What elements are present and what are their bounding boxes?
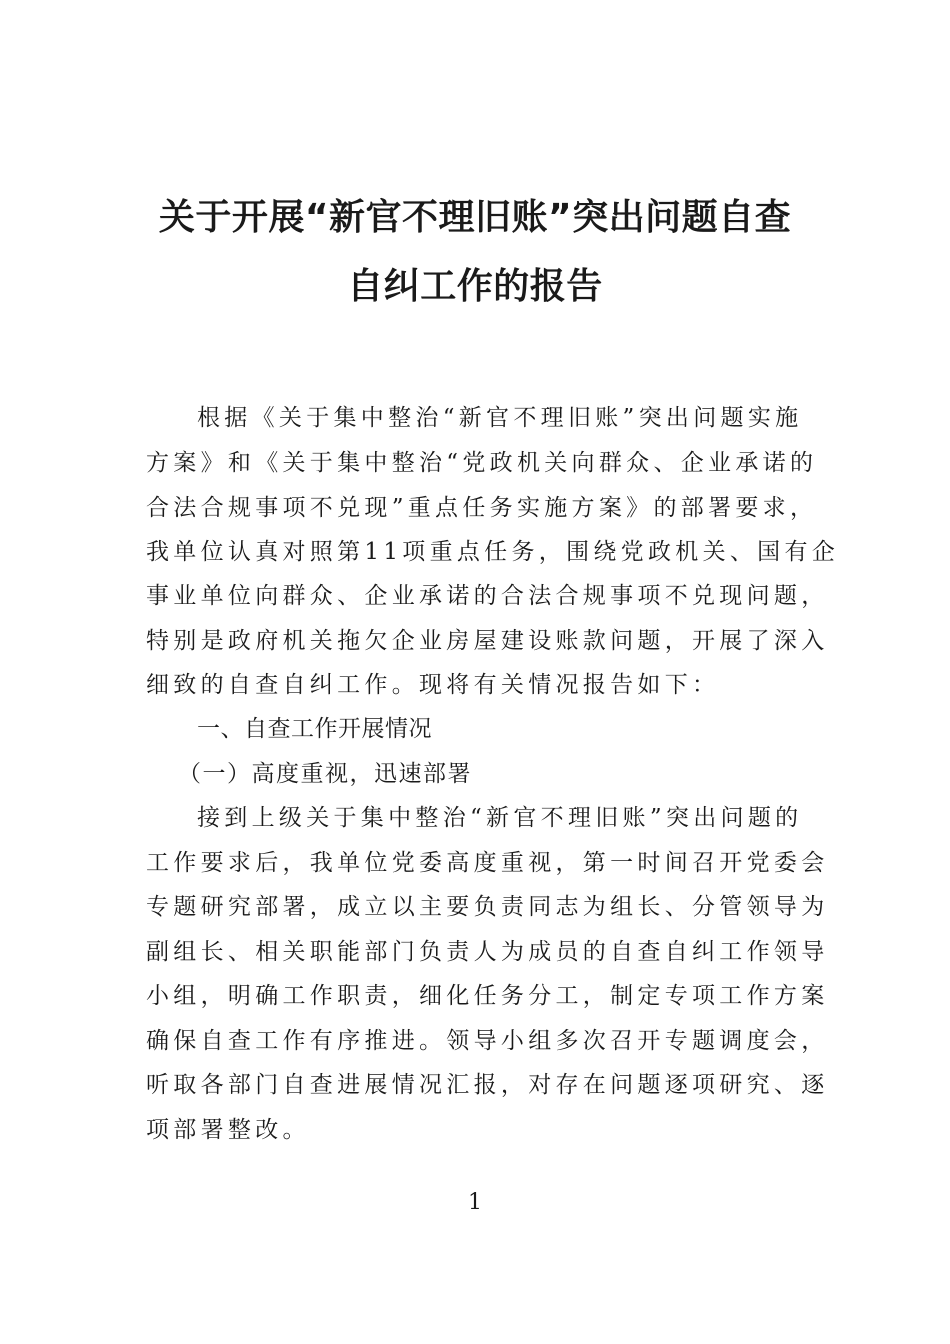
paragraph-line: 细致的自查自纠工作。现将有关情况报告如下： [146, 672, 720, 698]
paragraph-line: 特别是政府机关拖欠企业房屋建设账款问题，开展了深入 [146, 628, 829, 654]
paragraph-line: 副组长、相关职能部门负责人为成员的自查自纠工作领导 [146, 939, 829, 965]
paragraph-line: 小组，明确工作职责，细化任务分工，制定专项工作方案 [146, 983, 829, 1009]
paragraph-line: 接到上级关于集中整治“新官不理旧账”突出问题的 [197, 805, 803, 831]
document-title-line-1: 关于开展“新官不理旧账”突出问题自查 [158, 197, 792, 238]
paragraph-line: 合法合规事项不兑现”重点任务实施方案》的部署要求， [146, 495, 818, 521]
section-heading-level-2: （一）高度重视，迅速部署 [178, 761, 472, 787]
paragraph-line: 事业单位向群众、企业承诺的合法合规事项不兑现问题， [146, 583, 829, 609]
paragraph-line: 工作要求后，我单位党委高度重视，第一时间召开党委会 [146, 850, 829, 876]
paragraph-line: 我单位认真对照第11项重点任务，围绕党政机关、国有企 [146, 539, 840, 565]
page-number: 1 [468, 1190, 482, 1215]
paragraph-line: 项部署整改。 [146, 1117, 310, 1143]
paragraph-line: 方案》和《关于集中整治“党政机关向群众、企业承诺的 [146, 450, 818, 476]
document-title-line-2: 自纠工作的报告 [347, 266, 603, 307]
paragraph-line: 根据《关于集中整治“新官不理旧账”突出问题实施 [197, 405, 803, 431]
paragraph-line: 听取各部门自查进展情况汇报，对存在问题逐项研究、逐 [146, 1072, 829, 1098]
paragraph-line: 确保自查工作有序推进。领导小组多次召开专题调度会， [146, 1028, 829, 1054]
paragraph-line: 专题研究部署，成立以主要负责同志为组长、分管领导为 [146, 894, 829, 920]
section-heading-level-1: 一、自查工作开展情况 [197, 716, 432, 742]
